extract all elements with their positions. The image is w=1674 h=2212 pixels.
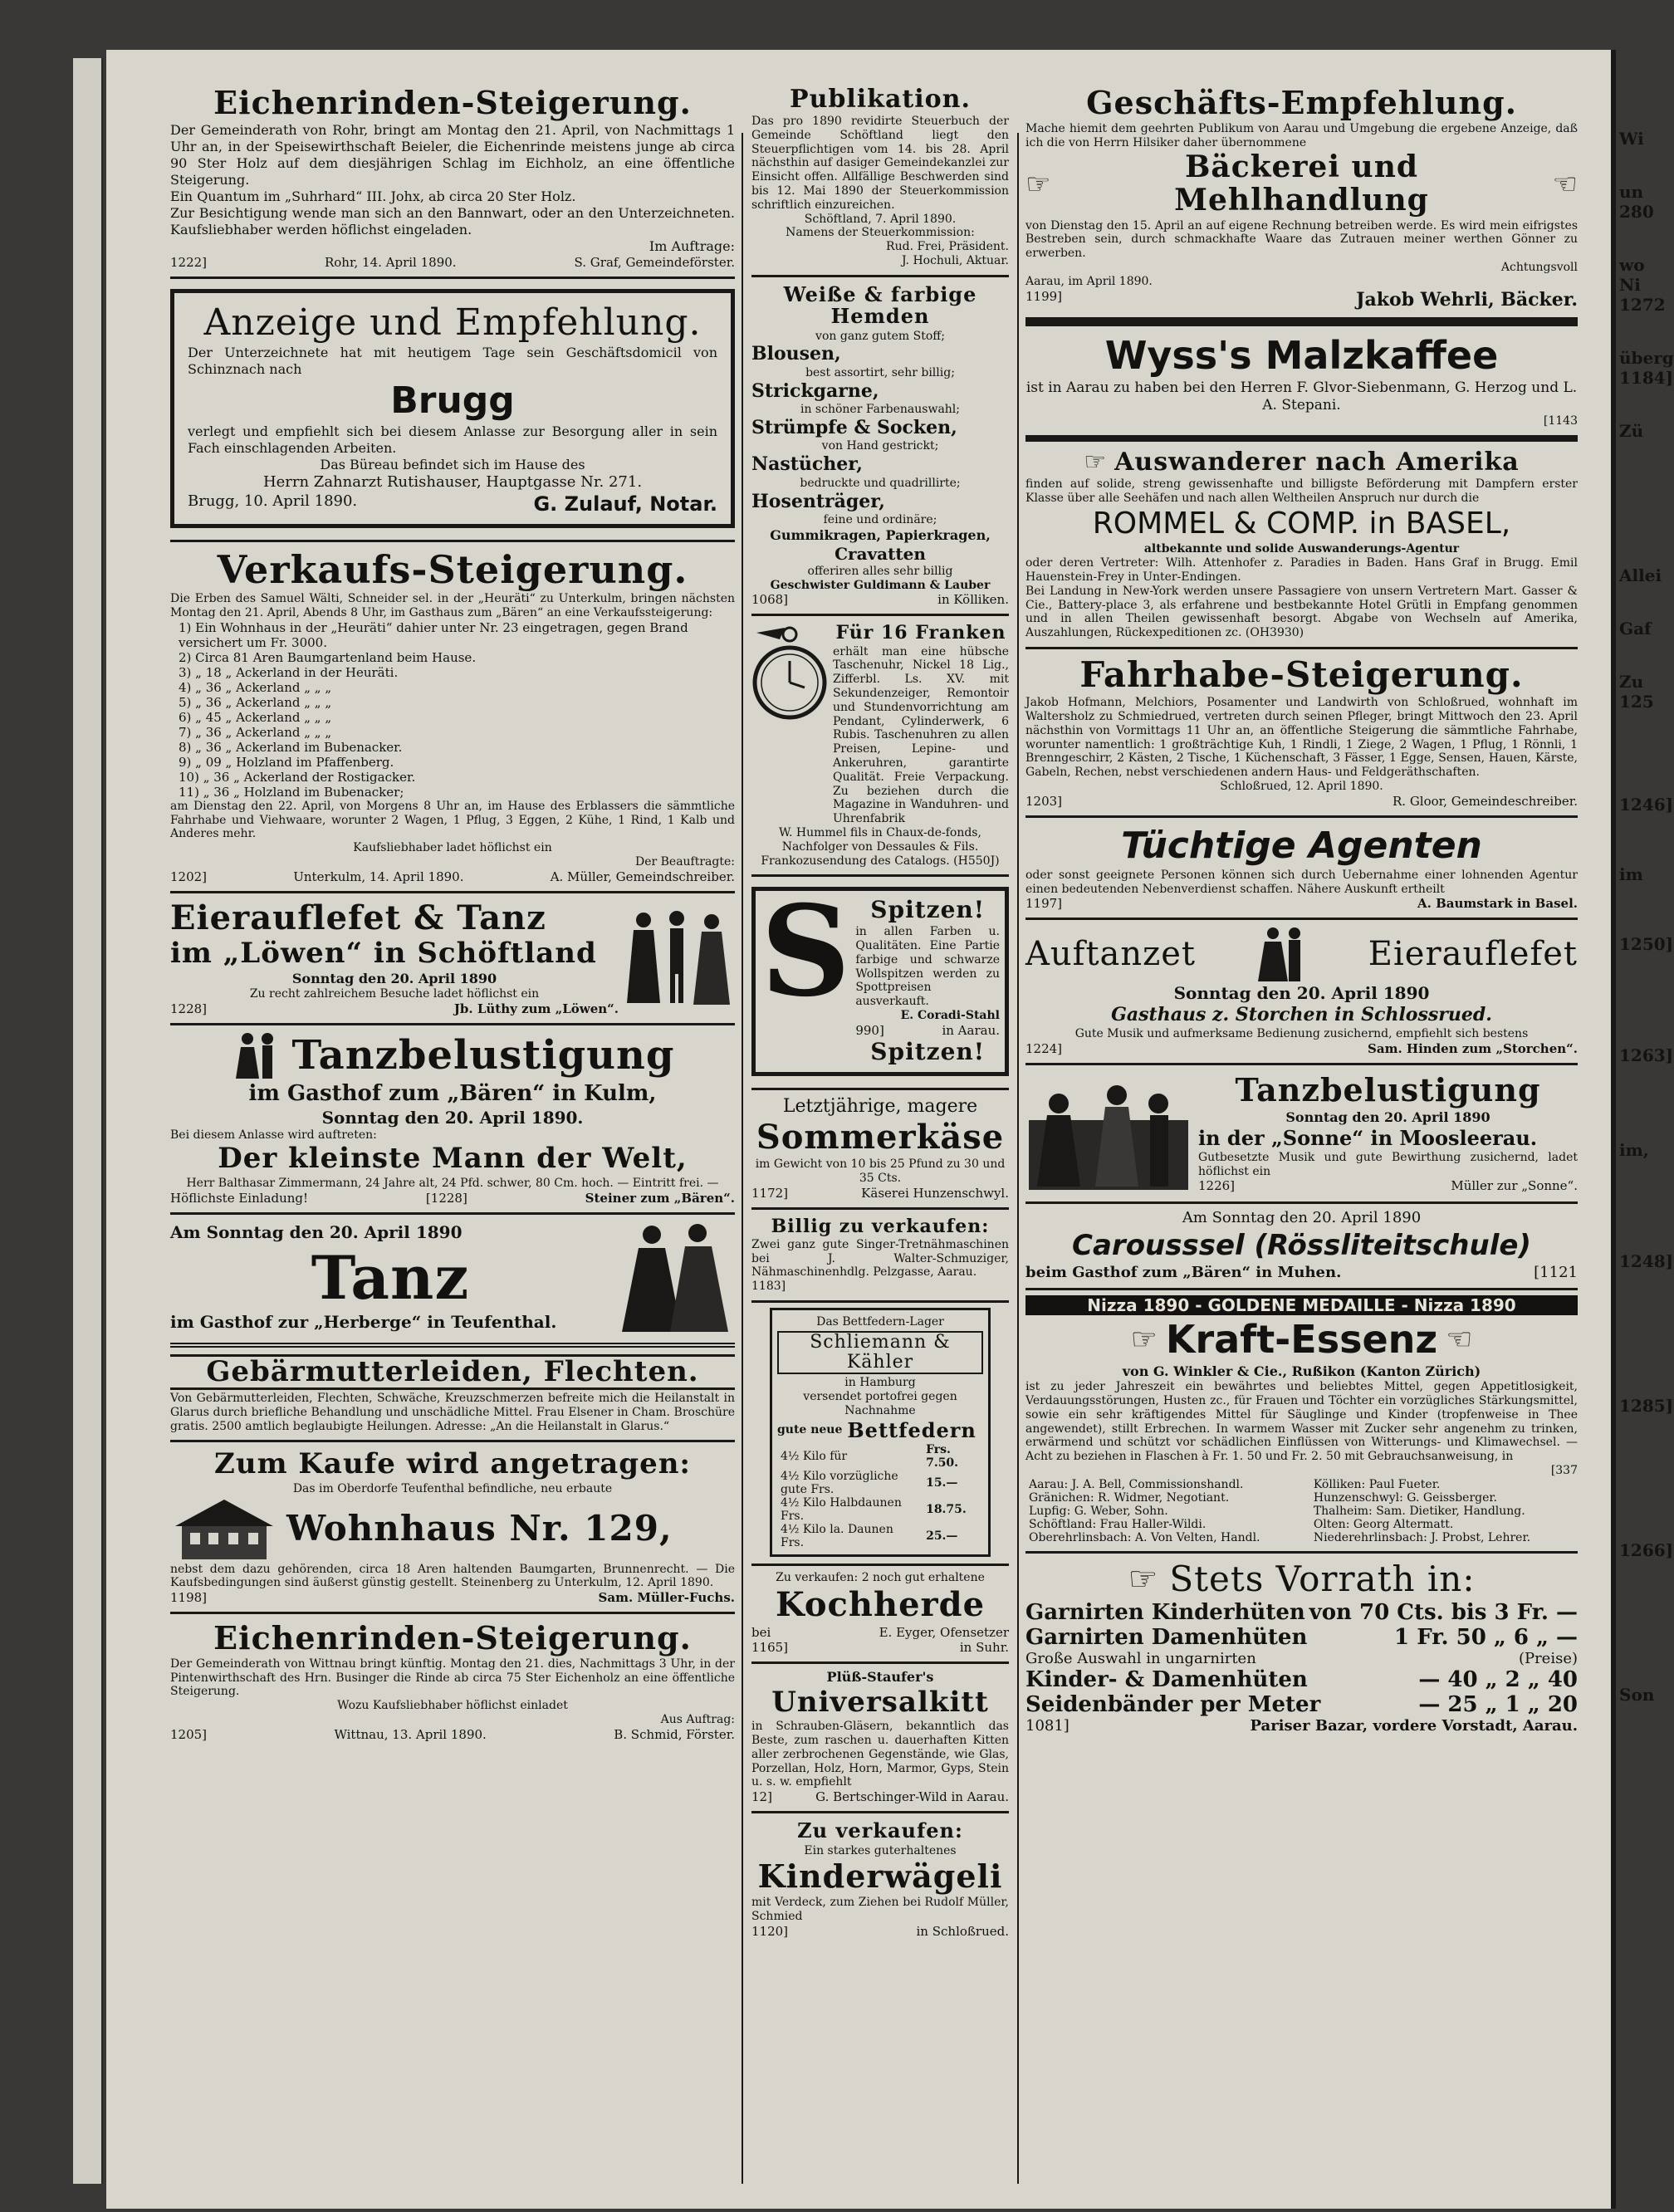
dancing-couple-illustration	[610, 1220, 735, 1336]
ad-body: in Schrauben-Gläsern, bekanntlich das Beste, zum raschen u. dauerhaften Kitten aller zerbrochenen Gegenstände, wie Glas, Porzellan, Holz, Horn, Marmor, Gyps, Stein u. s. w. empfiehlt	[751, 1720, 1009, 1789]
ad-number: 1199]	[1025, 288, 1063, 304]
table-cell: Aarau: J. A. Bell, Commissionshandl.	[1029, 1477, 1244, 1491]
ad-signature: Sam. Müller-Fuchs.	[598, 1590, 735, 1606]
ad-title: Fahrhabe-Steigerung.	[1079, 654, 1524, 696]
list-item: 4) „ 36 „ Ackerland „ „ „	[179, 679, 332, 695]
ad-number: 1197]	[1025, 896, 1063, 912]
ad-tanzbelustigung-sonne	[1025, 1065, 1578, 1204]
table-cell: Schöftland: Frau Haller-Wildi.	[1029, 1517, 1207, 1531]
fragment-text: wo	[1619, 255, 1645, 275]
ad-signature: Käserei Hunzenschwyl.	[861, 1185, 1009, 1201]
ad-body: Die Erben des Samuel Wälti, Schneider sel. in der „Heuräti“ zu Unterkulm, bringen nächsten Montag den 21. April, Abends 8 Uhr, im Gasthaus zum „Bären“ an eine Verkaufssteigerung:	[170, 592, 735, 620]
ad-title: Weiße & farbige Hemden	[783, 281, 977, 329]
ad-title: Eichenrinden-Steigerung.	[213, 84, 692, 121]
ad-signature: G. Bertschinger-Wild in Aarau.	[815, 1789, 1009, 1805]
table-cell: 4½ Kilo Halbdaunen Frs.	[781, 1495, 902, 1523]
table-cell: Kinder- & Damenhüten	[1025, 1666, 1308, 1692]
ad-number: [1228]	[425, 1190, 467, 1206]
ad-title: Spitzen!	[870, 896, 986, 924]
ad-title: Tanz	[311, 1241, 470, 1313]
ad-number: 1205]	[170, 1726, 208, 1742]
ad-number: 990]	[855, 1022, 884, 1038]
ad-headline: Bäckerei und Mehlhandlung	[1174, 149, 1429, 218]
list-item: 1) Ein Wohnhaus in der „Heuräti“ dahier unter Nr. 23 eingetragen, gegen Brand versichert um Fr. 3000.	[179, 619, 688, 650]
table-cell: 18.75.	[926, 1502, 967, 1516]
list-item: 2) Circa 81 Aren Baumgartenland beim Hause.	[179, 649, 477, 665]
list-item: 9) „ 09 „ Holzland im Pfaffenberg.	[179, 754, 394, 770]
ad-gebaermutterleiden	[170, 1348, 735, 1443]
column-rule	[742, 133, 743, 2184]
ad-body: bei	[751, 1624, 771, 1640]
ad-number: 1081]	[1025, 1716, 1070, 1735]
ad-body: Das Bettfedern-Lager	[816, 1315, 944, 1329]
ad-signature: Pariser Bazar, vordere Vorstadt, Aarau.	[1250, 1716, 1578, 1735]
ad-kochherde	[751, 1566, 1009, 1664]
ad-body: Von Gebärmutterleiden, Flechten, Schwäche, Kreuzschmerzen befreite mich die Heilanstalt in Glarus durch briefliche Behandlung und unschädliche Mittel. Frau Elsener in Cham. Broschüre gratis. 2500 amtlich beglaubigte Heilungen. Adresse: „An die Heilanstalt in Glarus.“	[170, 1391, 735, 1433]
ad-body: Der Gemeinderath von Wittnau bringt künftig. Montag den 21. dies, Nachmittags 3 Uhr, in der Pintenwirthschaft des Hrn. Businger die Rinde ab circa 75 Ster Eichenholz an eine öffentliche Steigerung.	[170, 1657, 735, 1699]
table-cell: 4½ Kilo für	[781, 1449, 848, 1463]
ad-place: in Aarau.	[942, 1022, 1000, 1038]
fragment-text: 1285]	[1619, 1396, 1674, 1416]
fragment-text: 1250]	[1619, 934, 1674, 954]
table-row	[777, 1470, 983, 1496]
ad-place: in Hamburg	[844, 1376, 916, 1390]
list-item: 6) „ 45 „ Ackerland „ „ „	[179, 709, 332, 725]
fragment-text: 1184]	[1619, 368, 1674, 388]
ad-number: [337	[1550, 1463, 1578, 1477]
next-page-fragment	[1619, 79, 1674, 1705]
ad-body: nebst dem dazu gehörenden, circa 18 Aren haltenden Baumgarten, Brunnenrecht. — Die Kaufsbedingungen sind äußerst günstig gestellt. Steinenberg zu Unterkulm, 12. April 1890.	[170, 1562, 735, 1590]
ad-firm: Schliemann & Kähler	[777, 1331, 983, 1374]
fragment-text: 125	[1619, 692, 1654, 712]
table-cell: Garnirten Kinderhüten	[1025, 1599, 1305, 1625]
ad-number: 1224]	[1025, 1040, 1063, 1056]
fragment-text: 1246]	[1619, 795, 1674, 815]
column-middle	[751, 79, 1009, 1945]
ad-title: Carousssel (Rössliteitschule)	[1072, 1229, 1531, 1263]
ad-body: versendet portofrei gegen Nachnahme	[803, 1389, 957, 1417]
ad-sommerkaese	[751, 1090, 1009, 1210]
ad-number: 1228]	[170, 1001, 208, 1017]
table-cell: Kölliken: Paul Fueter.	[1313, 1477, 1441, 1491]
table-cell: Gränichen: R. Widmer, Negotiant.	[1029, 1490, 1230, 1505]
ad-body: oder sonst geeignete Personen können sich durch Uebernahme einer lohnenden Agentur einen bedeutenden Nebenverdienst schaffen. Nähere Auskunft ertheilt	[1025, 868, 1578, 896]
ad-title: Universalkitt	[771, 1685, 989, 1719]
ad-body: Der Unterzeichnete hat mit heutigem Tage sein Geschäftsdomicil von Schinznach nach	[188, 345, 717, 378]
list-item: 3) „ 18 „ Ackerland in der Heuräti.	[179, 664, 399, 680]
fragment-text: im	[1619, 864, 1643, 884]
ad-eichenrinden-wittnau	[170, 1614, 735, 1749]
ad-wohnhaus-verkauf	[170, 1442, 735, 1614]
price-table	[777, 1443, 983, 1549]
table-cell: Garnirten Damenhüten	[1025, 1624, 1308, 1650]
ad-signature: A. Baumstark in Basel.	[1417, 896, 1578, 912]
ad-signature: E. Coradi-Stahl	[900, 1008, 1000, 1022]
dance-hall-illustration	[1025, 1070, 1192, 1195]
ad-hemden	[751, 277, 1009, 617]
ad-number: 12]	[751, 1789, 772, 1805]
column-right	[1025, 79, 1578, 1741]
ad-signature: Sam. Hinden zum „Storchen“.	[1368, 1040, 1578, 1056]
ad-body: Das im Oberdorfe Teufenthal befindliche, neu erbaute	[292, 1481, 613, 1495]
ad-carousssel	[1025, 1204, 1578, 1291]
ad-body: Das pro 1890 revidirte Steuerbuch der Gemeinde Schöftland liegt den Steuerpflichtigen vom 14. bis 28. April nächsthin auf dasiger Gemeindekanzlei zur Einsicht offen. Allfällige Beschwerden sind bis 12. Mai 1890 der Steuerkommission schriftlich einzureichen.	[751, 115, 1009, 212]
ad-body: altbekannte und solide Auswanderungs-Agentur	[1143, 542, 1460, 556]
ad-title: Zu verkaufen:	[797, 1818, 963, 1843]
ad-signature: Aus Auftrag:	[660, 1713, 735, 1727]
ad-publikation	[751, 79, 1009, 277]
ad-number: 1183]	[751, 1280, 786, 1294]
ad-signature: Geschwister Guldimann & Lauber	[770, 578, 991, 592]
ad-title: Kraft-Essenz	[1165, 1317, 1438, 1363]
list-item: in schöner Farbenauswahl;	[800, 403, 960, 417]
fragment-text: 280	[1619, 202, 1654, 222]
dancing-couple-icon	[1253, 925, 1311, 983]
fragment-text: Son	[1619, 1685, 1655, 1705]
ad-tuechtige-agenten	[1025, 818, 1578, 921]
ad-signature: G. Zulauf, Notar.	[533, 492, 717, 516]
ad-body: Zur Besichtigung wende man sich an den Bannwart, oder an den Unterzeichneten. Kaufsliebhaber werden höflichst eingeladen.	[170, 204, 735, 237]
ad-body: von G. Winkler & Cie., Rußikon (Kanton Zürich)	[1122, 1363, 1481, 1380]
ad-title: Wyss's Malzkaffee	[1104, 332, 1499, 378]
ad-number: [1143	[1543, 414, 1578, 428]
ad-body: Herrn Zahnarzt Rutishauser, Hauptgasse Nr. 271.	[262, 473, 643, 492]
ad-title: Für 16 Franken	[835, 622, 1006, 644]
list-item: feine und ordinäre;	[823, 513, 937, 527]
table-cell: Seidenbänder per Meter	[1025, 1691, 1321, 1717]
ad-body: Gute Musik und aufmerksame Bedienung zusichernd, empfiehlt sich bestens	[1074, 1026, 1529, 1040]
ad-body: am Dienstag den 22. April, von Morgens 8 Uhr an, im Hause des Erblassers die sämmtliche Fahrhabe und Viehwaare, worunter 2 Wagen, 1 Pflug, 3 Eggen, 2 Kühe, 1 Rind, 1 Kalb und Anderes mehr.	[170, 799, 735, 841]
table-row	[1025, 1491, 1578, 1505]
table-cell: 1 Fr. 50 „ 6 „ —	[1394, 1624, 1578, 1650]
list-item: Strümpfe & Socken,	[751, 416, 957, 438]
ad-body: finden auf solide, streng gewissenhafte und billigste Beförderung mit Dampfern erster Klasse über alle Seehäfen und nach allen Weltheilen Anspruch nur durch die	[1025, 477, 1578, 505]
page-edge	[86, 58, 103, 2184]
ad-body: ist zu jeder Jahreszeit ein bewährtes und beliebtes Mittel, gegen Appetitlosigkeit, Verdauungsstörungen, Husten zc., für Frauen und Töchter ein vorzügliches Stärkungsmittel, sowie ein sehr kräftigendes Mittel für Säuglinge und Kinder (tropfenweise in Thee angewendet), stillt Erbrechen. In warmem Wasser mit Zucker sehr angenehm zu trinken, erwärmend und schützt vor schädlichen Einflüssen von Witterungs- und Klimawechsel. — Acht zu beziehen in Flaschen à Fr. 1. 50 und Fr. 2. 50 mit Gebrauchsanweisung, in	[1025, 1380, 1578, 1464]
table-cell: Niederehrlinsbach: J. Probst, Lehrer.	[1313, 1530, 1531, 1544]
ad-title: Gebärmutterleiden, Flechten.	[170, 1354, 735, 1390]
ad-number: 1198]	[170, 1590, 208, 1606]
fragment-text: Ni	[1619, 275, 1641, 295]
table-cell: Hunzenschwyl: G. Geissberger.	[1313, 1490, 1498, 1505]
ad-body: Bei Landung in New-York werden unsere Passagiere von unsern Vertretern Mart. Gasser & Cie., Battery-place 3, als erfahrene und bestbekannte Hotel Grütli in Empfang genommen und in allen Theilen gewissenhaft besorgt. Abgabe von Wechseln auf Amerika, Auszahlungen, Rückexpeditionen zc. (OH3930)	[1025, 584, 1578, 640]
list-item: best assortirt, sehr billig;	[805, 365, 955, 379]
fragment-text: Wi	[1619, 129, 1644, 149]
table-row	[1025, 1505, 1578, 1518]
table-cell: — 40 „ 2 „ 40	[1418, 1666, 1578, 1692]
list-item: von ganz gutem Stoff;	[815, 329, 945, 343]
page-fold	[1611, 50, 1616, 2209]
ad-title: Billig zu verkaufen:	[771, 1215, 990, 1237]
ad-title: Spitzen!	[870, 1037, 986, 1065]
ad-headline: Kinderwägeli	[757, 1857, 1003, 1896]
ad-signature: J. Hochuli, Aktuar.	[902, 253, 1009, 267]
list-item: Hosenträger,	[751, 490, 885, 512]
depot-table	[1025, 1478, 1578, 1544]
ad-signature: Der Beauftragte:	[634, 855, 735, 869]
ad-taschenuhr	[751, 616, 1009, 877]
ad-body: Achtungsvoll	[1500, 260, 1578, 274]
table-cell: 25.—	[926, 1529, 958, 1543]
ad-anzeige-empfehlung	[170, 279, 735, 542]
table-row	[777, 1443, 983, 1470]
ad-stets-vorrath	[1025, 1554, 1578, 1741]
ad-number: 1222]	[170, 254, 208, 270]
ad-date: Sonntag den 20. April 1890	[1173, 983, 1430, 1004]
ad-title: Tanzbelustigung	[291, 1031, 675, 1079]
ad-place: Rohr, 14. April 1890.	[324, 254, 457, 270]
ad-number: [1121	[1534, 1264, 1578, 1282]
decorative-initial: S	[761, 878, 851, 1025]
ad-body: ist in Aarau zu haben bei den Herren F. Glvor-Siebenmann, G. Herzog und L. A. Stepani.	[1025, 379, 1578, 414]
ad-tanzbelustigung-kulm	[170, 1025, 735, 1214]
ad-body: Nachfolger von Dessaules & Fils.	[781, 839, 979, 854]
ad-number: 1165]	[751, 1639, 789, 1655]
ad-title: Bettfedern	[847, 1417, 976, 1442]
ad-signature: Müller zur „Sonne“.	[1451, 1178, 1578, 1194]
ad-place: in Suhr.	[959, 1639, 1009, 1655]
ad-date: Am Sonntag den 20. April 1890	[1182, 1208, 1422, 1226]
list-item: Nastücher,	[751, 453, 863, 476]
ad-place: in Schloßrued.	[916, 1923, 1009, 1939]
ad-location: im Gasthof zur „Herberge“ in Teufenthal.	[170, 1312, 557, 1333]
ad-signature: Jakob Wehrli, Bäcker.	[1356, 288, 1578, 311]
fragment-text: im,	[1619, 1140, 1649, 1160]
ad-location: beim Gasthof zum „Bären“ in Muhen.	[1025, 1264, 1342, 1282]
ad-location: in der „Sonne“ in Moosleerau.	[1198, 1125, 1538, 1150]
pocket-watch-illustration	[751, 621, 828, 729]
ad-signature: Steiner zum „Bären“.	[585, 1190, 735, 1206]
ad-title: Verkaufs-Steigerung.	[217, 546, 688, 592]
ad-body: Der Gemeinderath von Rohr, bringt am Montag den 21. April, von Nachmittags 1 Uhr an, in der Speisewirthschaft Beieler, die Eichenrinde meistens junge ab circa 90 Ster Holz auf dem diesjährigen Schlag im Eichholz, an eine öffentliche Steigerung.	[170, 121, 735, 188]
list-item: 8) „ 36 „ Ackerland im Bubenacker.	[179, 739, 403, 755]
list-item: 7) „ 36 „ Ackerland „ „ „	[179, 724, 332, 740]
ad-title: Anzeige und Empfehlung.	[203, 301, 702, 344]
pointing-hand-icon: ☞	[1128, 1559, 1158, 1598]
property-list	[170, 620, 735, 800]
ad-signature: B. Schmid, Förster.	[614, 1726, 735, 1742]
pointing-hand-icon: ☜	[1446, 1322, 1473, 1357]
table-row	[1025, 1518, 1578, 1531]
list-item: bedruckte und quadrillirte;	[800, 476, 961, 490]
table-row	[1025, 1531, 1578, 1544]
ad-title: im „Löwen“ in Schöftland	[170, 936, 597, 970]
ad-signature: S. Graf, Gemeindeförster.	[574, 254, 735, 270]
ad-title: Sommerkäse	[756, 1118, 1005, 1157]
list-item: Gummikragen, Papierkragen,	[770, 526, 991, 543]
ad-number: 1226]	[1198, 1178, 1236, 1194]
ad-signature: E. Eyger, Ofensetzer	[879, 1624, 1009, 1640]
list-item: 10) „ 36 „ Ackerland der Rostigacker.	[179, 769, 416, 785]
ad-place: Wittnau, 13. April 1890.	[334, 1726, 487, 1742]
ad-place: Brugg, 10. April 1890.	[188, 492, 358, 510]
ad-firm: ROMMEL & COMP. in BASEL,	[1092, 507, 1511, 541]
ad-number: 1203]	[1025, 793, 1063, 809]
ad-auswanderer	[1025, 442, 1578, 649]
ad-kinderwaegeli	[751, 1813, 1009, 1945]
pointing-hand-icon: ☞	[1130, 1322, 1158, 1357]
ad-title: Kochherde	[775, 1584, 986, 1624]
ad-title: Eichenrinden-Steigerung.	[213, 1619, 692, 1657]
table-row	[1025, 1478, 1578, 1491]
table-cell: von 70 Cts. bis 3 Fr. —	[1309, 1599, 1578, 1625]
column-rule	[1017, 133, 1019, 2184]
table-cell: Frs. 7.50.	[926, 1442, 959, 1470]
ad-body: Frankozusendung des Catalogs. (H550J)	[761, 854, 1000, 868]
ad-body: mit Verdeck, zum Ziehen bei Rudolf Müller, Schmied	[751, 1896, 1009, 1923]
ad-title: Publikation.	[790, 85, 971, 114]
ad-auftanzet-eierauflefet	[1025, 920, 1578, 1064]
pointing-hand-icon: ☞	[1025, 167, 1051, 201]
ad-date: Sonntag den 20. April 1890	[1285, 1108, 1490, 1125]
fragment-text: Allei	[1619, 565, 1662, 585]
ad-number: 1120]	[751, 1923, 789, 1939]
list-item: 11) „ 36 „ Holzland im Bubenacker;	[179, 784, 404, 800]
fragment-text: Zu	[1619, 672, 1644, 692]
ad-body: Zu recht zahlreichem Besuche ladet höflichst ein	[249, 987, 540, 1001]
ad-signature: A. Müller, Gemeindschreiber.	[550, 869, 735, 884]
table-cell: Oberehrlinsbach: A. Von Velten, Handl.	[1029, 1530, 1260, 1544]
ad-title: Auswanderer nach Amerika	[1114, 447, 1520, 477]
ad-body: gute neue	[777, 1423, 843, 1437]
column-left	[170, 79, 735, 1749]
ad-geschaefts-empfehlung	[1025, 79, 1578, 320]
ad-headline: Wohnhaus Nr. 129,	[286, 1508, 673, 1549]
ad-number: 1172]	[751, 1185, 789, 1201]
table-cell: Olten: Georg Altermatt.	[1313, 1517, 1454, 1531]
ad-body: verlegt und empfiehlt sich bei diesem Anlasse zur Besorgung aller in sein Fach einschlagenden Arbeiten.	[188, 423, 717, 457]
ad-body: offeriren alles sehr billig	[807, 564, 953, 578]
ad-location: Gasthaus z. Storchen in Schlossrued.	[1111, 1004, 1492, 1026]
ad-date: Am Sonntag den 20. April 1890	[170, 1221, 463, 1242]
table-cell: Lupfig: G. Weber, Sohn.	[1029, 1504, 1168, 1518]
table-cell: (Preise)	[1518, 1649, 1578, 1667]
list-item: von Hand gestrickt;	[821, 439, 939, 453]
ad-body: Plüß-Staufer's	[826, 1668, 934, 1685]
ad-body: Namens der Steuerkommission:	[786, 226, 975, 240]
table-cell: 15.—	[926, 1475, 958, 1490]
ad-signature: Im Auftrage:	[649, 237, 735, 254]
ad-body: von Dienstag den 15. April an auf eigene Rechnung betreiben werde. Es wird mein eifrigstes Bestreben sein, durch schmackhafte Waare das Zutrauen meiner werthen Gönner zu erwerben.	[1025, 218, 1578, 261]
fragment-text: 1248]	[1619, 1251, 1674, 1271]
ad-body: im Gewicht von 10 bis 25 Pfund zu 30 und 35 Cts.	[755, 1157, 1006, 1185]
ad-body: Letztjährige, magere	[782, 1095, 978, 1117]
pointing-hand-icon: ☞	[1084, 447, 1107, 477]
list-item: Blousen,	[751, 343, 841, 365]
ad-body: Ein starkes guterhaltenes	[804, 1843, 957, 1857]
ad-date: Sonntag den 20. April 1890.	[321, 1107, 584, 1128]
ad-malzkaffee	[1025, 320, 1578, 442]
ad-title: Auftanzet	[1025, 935, 1196, 974]
medal-banner: Nizza 1890 - GOLDENE MEDAILLE - Nizza 1890	[1025, 1295, 1578, 1315]
ad-title: Eierauflefet & Tanz	[170, 898, 546, 937]
ad-place: Schloßrued, 12. April 1890.	[1220, 780, 1383, 793]
ad-body: Gutbesetzte Musik und gute Bewirthung zusichernd, ladet höflichst ein	[1198, 1150, 1578, 1178]
ad-place: Unterkulm, 14. April 1890.	[293, 869, 464, 884]
ad-place: Schöftland, 7. April 1890.	[804, 212, 957, 226]
ad-universalkitt	[751, 1664, 1009, 1813]
fragment-text: überg	[1619, 348, 1674, 368]
ad-title: Geschäfts-Empfehlung.	[1086, 84, 1517, 121]
ad-body: in allen Farben u. Qualitäten. Eine Partie farbige und schwarze Wollspitzen werden zu Spottpreisen ausverkauft.	[855, 925, 1000, 1009]
table-cell: Große Auswahl in ungarnirten	[1025, 1649, 1256, 1667]
ad-signature: R. Gloor, Gemeindeschreiber.	[1392, 793, 1578, 809]
ad-signature: Rud. Frei, Präsident.	[886, 240, 1009, 254]
ad-body: Herr Balthasar Zimmermann, 24 Jahre alt, 24 Pfd. schwer, 80 Cm. hoch. — Eintritt frei. —	[186, 1176, 719, 1190]
ad-kraft-essenz	[1025, 1290, 1578, 1554]
fragment-text: Gaf	[1619, 619, 1652, 639]
dancers-icon	[231, 1030, 281, 1080]
list-item: 5) „ 36 „ Ackerland „ „ „	[179, 694, 332, 710]
ad-date: Sonntag den 20. April 1890	[291, 971, 497, 987]
list-item: Strickgarne,	[751, 379, 879, 402]
ad-title: Eierauflefet	[1368, 935, 1578, 974]
dancing-couples-illustration	[619, 903, 735, 1011]
ad-spitzen	[751, 877, 1009, 1089]
ad-location: im Gasthof zum „Bären“ in Kulm,	[248, 1081, 657, 1107]
fragment-text: un	[1619, 182, 1644, 202]
ad-body: Zu verkaufen: 2 noch gut erhaltene	[776, 1570, 985, 1584]
ad-town: Brugg	[390, 379, 515, 423]
ad-title: Tüchtige Agenten	[1121, 824, 1482, 867]
ad-bettfedern	[751, 1303, 1009, 1566]
ad-signature: W. Hummel fils in Chaux-de-fonds,	[779, 825, 981, 839]
list-item: Cravatten	[835, 543, 926, 564]
ad-body: Zwei ganz gute Singer-Tretnähmaschinen bei J. Walter-Schmuziger, Nähmaschinenhdlg. Pelzgasse, Aarau.	[751, 1237, 1009, 1280]
ad-headline: Der kleinste Mann der Welt,	[218, 1142, 688, 1176]
ad-number: 1068]	[751, 592, 789, 608]
fragment-text: 1266]	[1619, 1540, 1674, 1560]
ad-body: Jakob Hofmann, Melchiors, Posamenter und Landwirth von Schloßrued, wohnhaft im Waltersholz zu Schmiedrued, vertreten durch seinen Pfleger, bringt Mittwoch den 23. April nächsthin von Vormittags 11 Uhr an, an öffentliche Steigerung die sämmtliche Fahrhabe, worunter namentlich: 1 großträchtige Kuh, 1 Rindli, 1 Ziege, 2 Wagen, 1 Pflug, 1 Rönnli, 1 Brenngeschirr, 2 Kästen, 2 Tische, 1 Küchenschaft, 3 Fässer, 1 Egge, Sensen, Hauen, Kärste, Gabeln, Rechen, nebst verschiedenen andern Haus- und Feldgeräthschaften.	[1025, 696, 1578, 780]
ad-place: in Kölliken.	[937, 592, 1009, 608]
ad-title: Tanzbelustigung	[1235, 1070, 1541, 1108]
ad-body: Höflichste Einladung!	[170, 1190, 309, 1206]
fragment-text: 1272	[1619, 295, 1666, 315]
ad-body: Wozu Kaufsliebhaber höflichst einladet	[337, 1699, 568, 1713]
ad-eichenrinden-rohr	[170, 79, 735, 279]
table-row	[777, 1523, 983, 1549]
fragment-text: Zü	[1619, 421, 1644, 441]
ad-verkaufs-steigerung	[170, 542, 735, 893]
ad-body: Mache hiemit dem geehrten Publikum von Aarau und Umgebung die ergebene Anzeige, daß ich die von Herrn Hilsiker daher übernommene	[1025, 121, 1578, 149]
ad-fahrhabe-steigerung	[1025, 649, 1578, 818]
ad-place: Aarau, im April 1890.	[1025, 274, 1153, 288]
ad-tanz-herberge	[170, 1215, 735, 1348]
ad-title: Zum Kaufe wird angetragen:	[214, 1447, 691, 1481]
ad-signature: Jb. Lüthy zum „Löwen“.	[453, 1001, 619, 1017]
ad-number: 1202]	[170, 869, 208, 884]
ad-body: Das Büreau befindet sich im Hause des	[320, 457, 585, 473]
pointing-hand-icon: ☜	[1552, 167, 1578, 201]
fragment-text: 1263]	[1619, 1045, 1674, 1065]
ad-eierauflefet-loewen	[170, 893, 735, 1025]
ad-title: Stets Vorrath in:	[1169, 1558, 1476, 1599]
ad-body: Bei diesem Anlasse wird auftreten:	[170, 1128, 377, 1142]
table-cell: Thalheim: Sam. Dietiker, Handlung.	[1313, 1504, 1525, 1518]
ad-body: Kaufsliebhaber ladet höflichst ein	[353, 841, 552, 855]
table-cell: 4½ Kilo vorzügliche gute Frs.	[781, 1469, 898, 1496]
table-cell: — 25 „ 1 „ 20	[1418, 1691, 1578, 1717]
table-row	[777, 1496, 983, 1523]
house-illustration	[170, 1496, 278, 1563]
ad-body: erhält man eine hübsche Taschenuhr, Nickel 18 Lig., Zifferbl. Ls. XV. mit Sekundenzeiger, Remontoir und Stundenvorrichtung am Pendant, Cylinderwerk, 6 Rubis. Taschenuhren zu allen Preisen, Lepine- und Ankeruhren, garantirte Qualität. Freie Verpackung. Zu beziehen durch die Magazine in Wanduhren- und Uhrenfabrik	[833, 644, 1009, 826]
ad-body: Ein Quantum im „Suhrhard“ III. Johx, ab circa 20 Ster Holz.	[170, 188, 576, 204]
ad-body: oder deren Vertreter: Wilh. Attenhofer z. Paradies in Baden. Hans Graf in Brugg. Emil Hauenstein-Frey in Unter-Endingen.	[1025, 556, 1578, 585]
table-cell: 4½ Kilo la. Daunen Frs.	[781, 1522, 893, 1549]
ad-naehmaschinen	[751, 1210, 1009, 1303]
